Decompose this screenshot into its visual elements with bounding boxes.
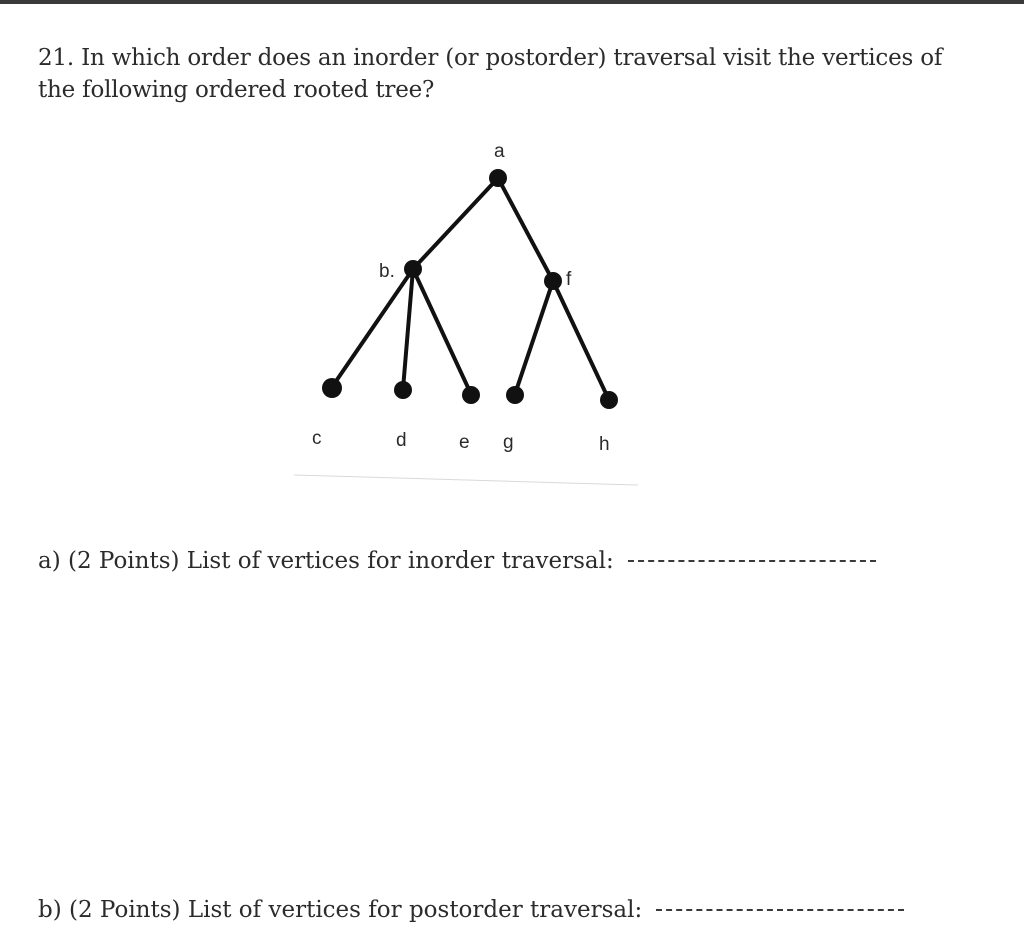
part-b-text: b) (2 Points) List of vertices for postorder traversal: xyxy=(38,897,643,923)
question-text: 21. In which order does an inorder (or postorder) traversal visit the vertices of the following ordered rooted tree? xyxy=(38,45,943,103)
vertex-d xyxy=(394,381,412,399)
faint-baseline xyxy=(294,475,638,485)
edge-b-c xyxy=(332,269,413,387)
vertex-f xyxy=(544,272,562,290)
edge-a-f xyxy=(498,178,553,281)
label-d: d xyxy=(396,430,407,451)
label-f: f xyxy=(566,269,572,290)
part-a xyxy=(38,546,876,576)
rooted-tree-diagram xyxy=(290,138,650,498)
vertex-c xyxy=(322,378,342,398)
edge-a-b xyxy=(413,178,498,269)
answer-blank-inorder[interactable] xyxy=(628,560,876,562)
vertex-a xyxy=(489,169,507,187)
edge-f-h xyxy=(553,281,609,400)
label-g: g xyxy=(503,432,514,453)
part-a-text: a) (2 Points) List of vertices for inorder traversal: xyxy=(38,548,614,574)
vertex-g xyxy=(506,386,524,404)
vertex-e xyxy=(462,386,480,404)
label-a: a xyxy=(494,141,505,162)
edge-b-e xyxy=(413,269,471,394)
label-e: e xyxy=(459,432,470,453)
vertex-b xyxy=(404,260,422,278)
label-c: c xyxy=(312,428,322,449)
answer-blank-postorder[interactable] xyxy=(656,909,904,911)
part-b xyxy=(38,895,904,925)
label-b: b. xyxy=(379,261,395,282)
top-border xyxy=(0,0,1024,4)
label-h: h xyxy=(599,434,610,455)
edge-f-g xyxy=(515,281,553,394)
edge-b-d xyxy=(403,269,413,389)
vertex-h xyxy=(600,391,618,409)
